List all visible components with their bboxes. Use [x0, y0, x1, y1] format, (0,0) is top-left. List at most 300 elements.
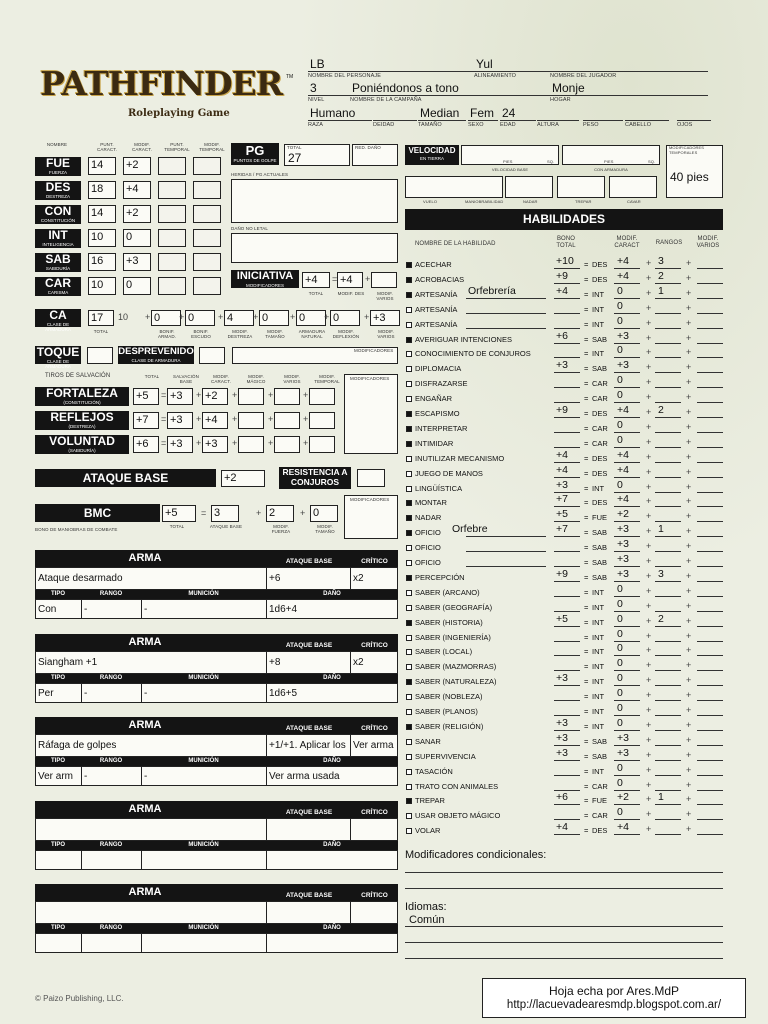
skill-ranks[interactable]: 3: [658, 255, 664, 267]
conditional-line-2[interactable]: [405, 888, 723, 889]
skill-misc-line[interactable]: [697, 357, 723, 358]
ability-temp-mod-0[interactable]: [193, 157, 221, 175]
skill-mod[interactable]: +4: [617, 269, 629, 282]
skill-class-checkbox[interactable]: [406, 605, 412, 611]
weapon-damage[interactable]: [266, 850, 398, 870]
weapon-crit[interactable]: [350, 818, 398, 841]
campaign-value[interactable]: Poniéndonos a tono: [352, 81, 459, 95]
eyes-line: [677, 120, 711, 121]
skill-class-checkbox[interactable]: [406, 828, 412, 834]
skill-mod[interactable]: 0: [617, 657, 623, 670]
weapon-crit[interactable]: [350, 901, 398, 924]
ac-misc[interactable]: +3: [370, 310, 400, 326]
skill-misc-line[interactable]: [697, 492, 723, 493]
ac-natural[interactable]: 0: [296, 310, 326, 326]
skill-total[interactable]: +3: [556, 716, 568, 729]
nonlethal-box[interactable]: [231, 233, 398, 263]
skill-class-checkbox[interactable]: [406, 635, 412, 641]
cmb-bab[interactable]: 3: [211, 505, 239, 522]
skill-misc-line[interactable]: [697, 790, 723, 791]
skill-mod[interactable]: 0: [617, 374, 623, 387]
credit-line-2[interactable]: http://lacuevadearesmdp.blogspot.com.ar/: [506, 999, 722, 1011]
save-ab-0[interactable]: +2: [202, 388, 228, 405]
skill-mod[interactable]: 0: [617, 389, 623, 402]
ability-temp-score-2[interactable]: [158, 205, 186, 223]
save-extra-0-0[interactable]: [238, 388, 264, 405]
skill-mod[interactable]: 0: [617, 299, 623, 312]
ability-score-1[interactable]: 18: [88, 181, 116, 199]
weapon-attack[interactable]: +1/+1. Aplicar los: [266, 734, 351, 757]
skill-class-checkbox[interactable]: [406, 709, 412, 715]
ability-mod-0[interactable]: +2: [123, 157, 151, 175]
skill-mod[interactable]: +3: [617, 746, 629, 759]
wounds-box[interactable]: [231, 179, 398, 223]
skill-total[interactable]: +10: [556, 255, 574, 267]
save-extra-2-0[interactable]: [238, 436, 264, 453]
skill-total[interactable]: +6: [556, 791, 568, 804]
skill-total[interactable]: +3: [556, 672, 568, 685]
weapon-name[interactable]: Siangham +1: [35, 651, 267, 674]
skill-misc-line[interactable]: [697, 685, 723, 686]
skill-mod[interactable]: +4: [617, 404, 629, 416]
skill-mod[interactable]: 0: [617, 344, 623, 357]
weapon-range[interactable]: [81, 933, 142, 953]
sr-value[interactable]: [357, 469, 385, 487]
skill-class-checkbox[interactable]: [406, 381, 412, 387]
skill-mod[interactable]: 0: [617, 687, 623, 700]
weapon-damage[interactable]: [266, 933, 398, 953]
skill-misc-line[interactable]: [697, 521, 723, 522]
skill-misc-line[interactable]: [697, 730, 723, 731]
weapon-ammo[interactable]: [141, 933, 267, 953]
skill-total[interactable]: +6: [556, 329, 568, 342]
ability-temp-mod-5[interactable]: [193, 277, 221, 295]
languages-line-3[interactable]: [405, 958, 723, 959]
skill-total-line: [554, 402, 580, 403]
skill-mod[interactable]: 0: [617, 672, 623, 685]
weapon-type[interactable]: Con: [35, 599, 82, 619]
skill-total[interactable]: +9: [556, 567, 568, 580]
speed-value[interactable]: 40 pies: [670, 170, 709, 184]
skill-class-checkbox[interactable]: [406, 277, 412, 283]
skill-total[interactable]: +4: [556, 821, 568, 834]
skill-total[interactable]: +4: [556, 448, 568, 461]
ac-dex[interactable]: 4: [224, 310, 254, 326]
skill-total[interactable]: +5: [556, 612, 568, 625]
weapon-ammo[interactable]: [141, 850, 267, 870]
race-value[interactable]: Humano: [310, 106, 356, 120]
skill-mod[interactable]: 0: [617, 478, 623, 491]
skill-ability: DES: [592, 498, 608, 508]
ac-block: [35, 308, 81, 332]
skill-class-checkbox[interactable]: [406, 262, 412, 268]
ability-mod-4[interactable]: +3: [123, 253, 151, 271]
save-total-0[interactable]: +5: [133, 388, 159, 405]
plus: +: [646, 466, 652, 477]
skill-eq: =: [584, 513, 589, 523]
skill-class-checkbox[interactable]: [406, 813, 412, 819]
skill-class-checkbox[interactable]: [406, 679, 412, 685]
save-header-4: MODIF. MÁGICO: [246, 374, 266, 384]
languages-line-2[interactable]: [405, 942, 723, 943]
ability-temp-mod-3[interactable]: [193, 229, 221, 247]
weapon-range[interactable]: -: [81, 683, 142, 703]
ability-score-2[interactable]: 14: [88, 205, 116, 223]
skill-misc-line[interactable]: [697, 611, 723, 612]
skill-total[interactable]: +4: [556, 463, 568, 476]
skill-class-checkbox[interactable]: [406, 754, 412, 760]
skill-class-checkbox[interactable]: [406, 664, 412, 670]
skill-class-checkbox[interactable]: [406, 545, 412, 551]
size-value[interactable]: Median: [420, 106, 460, 120]
ability-abbr: SAB: [45, 252, 71, 266]
save-ab-2[interactable]: +3: [202, 436, 228, 453]
skill-mod[interactable]: 0: [617, 776, 623, 789]
save-base-2[interactable]: +3: [167, 436, 193, 453]
weapon-name[interactable]: Ataque desarmado: [35, 567, 267, 590]
skill-ranks[interactable]: 1: [658, 284, 664, 297]
skill-misc-line[interactable]: [697, 417, 723, 418]
skill-name: SABER (PLANOS): [415, 707, 478, 716]
save-base-1[interactable]: +3: [167, 412, 193, 429]
skill-misc-line[interactable]: [697, 715, 723, 716]
skill-mod[interactable]: +3: [617, 359, 629, 372]
skill-class-checkbox[interactable]: [406, 322, 412, 328]
save-extra-2-2[interactable]: [309, 436, 335, 453]
name-label: NOMBRE DEL PERSONAJE: [308, 73, 382, 79]
skill-class-checkbox[interactable]: [406, 366, 412, 372]
skill-mod[interactable]: 0: [617, 627, 623, 640]
save-total-2[interactable]: +6: [133, 436, 159, 453]
skill-class-checkbox[interactable]: [406, 456, 412, 462]
save-total-1[interactable]: +7: [133, 412, 159, 429]
ability-temp-mod-1[interactable]: [193, 181, 221, 199]
weapon-attack[interactable]: +8: [266, 651, 351, 674]
skill-mod[interactable]: +3: [617, 538, 629, 551]
conditional-line-1[interactable]: [405, 872, 723, 873]
ac-armor[interactable]: 0: [151, 310, 181, 326]
skill-misc-line[interactable]: [697, 596, 723, 597]
skill-class-checkbox[interactable]: [406, 724, 412, 730]
skill-misc-line[interactable]: [697, 432, 723, 433]
skill-mod[interactable]: +4: [617, 255, 629, 267]
speed-box2-3[interactable]: [609, 176, 657, 198]
ability-temp-score-4[interactable]: [158, 253, 186, 271]
age-value[interactable]: 24: [502, 106, 516, 120]
skill-class-checkbox[interactable]: [406, 530, 412, 536]
weapon-attack-label: ATAQUE BASE: [285, 808, 333, 816]
skill-misc-line[interactable]: [697, 775, 723, 776]
hp-label-block: [231, 143, 279, 165]
skills-title: HABILIDADES: [405, 209, 723, 230]
cmb-total[interactable]: +5: [162, 505, 196, 522]
skill-misc-line[interactable]: [697, 506, 723, 507]
skill-misc-line[interactable]: [697, 566, 723, 567]
skill-eq: =: [584, 811, 589, 821]
ac-total[interactable]: 17: [88, 310, 114, 326]
ability-temp-score-3[interactable]: [158, 229, 186, 247]
skill-eq: =: [584, 349, 589, 359]
plus: +: [686, 764, 692, 775]
skill-class-checkbox[interactable]: [406, 769, 412, 775]
weapon-crit[interactable]: Ver arma: [350, 734, 398, 757]
skill-ranks[interactable]: 2: [658, 269, 664, 282]
ac-deflect[interactable]: 0: [330, 310, 360, 326]
skill-total[interactable]: +3: [556, 731, 568, 744]
skill-mod[interactable]: +3: [617, 731, 629, 744]
weapon-attack[interactable]: [266, 901, 351, 924]
skill-class-checkbox[interactable]: [406, 590, 412, 596]
skill-mod[interactable]: 0: [617, 284, 623, 297]
skill-class-checkbox[interactable]: [406, 500, 412, 506]
skill-mod[interactable]: 0: [617, 806, 623, 819]
skill-sub[interactable]: Orfebrería: [468, 284, 516, 297]
hp-total[interactable]: 27: [288, 151, 302, 165]
skill-class-checkbox[interactable]: [406, 694, 412, 700]
plus: +: [303, 438, 309, 448]
skill-misc-line[interactable]: [697, 343, 723, 344]
cmb-str[interactable]: 2: [266, 505, 294, 522]
skill-name: SABER (LOCAL): [415, 647, 473, 657]
weapon-crit[interactable]: x2: [350, 567, 398, 590]
ac-size[interactable]: 0: [259, 310, 289, 326]
weapon-damage[interactable]: Ver arma usada: [266, 766, 398, 786]
skill-class-checkbox[interactable]: [406, 426, 412, 432]
cmb-size[interactable]: 0: [310, 505, 338, 522]
skill-misc-line[interactable]: [697, 760, 723, 761]
skill-class-checkbox[interactable]: [406, 620, 412, 626]
skill-mod-line: [614, 641, 640, 642]
save-base-0[interactable]: +3: [167, 388, 193, 405]
skill-mod[interactable]: 0: [617, 314, 623, 327]
weapon-ammo[interactable]: -: [141, 766, 267, 786]
flatfooted-value[interactable]: [199, 347, 225, 364]
skill-mod[interactable]: +4: [617, 463, 629, 476]
plus: +: [686, 421, 692, 432]
save-extra-0-2[interactable]: [309, 388, 335, 405]
skill-sub[interactable]: Orfebre: [452, 523, 488, 536]
skill-misc-line[interactable]: [697, 834, 723, 835]
skill-class-checkbox[interactable]: [406, 486, 412, 492]
weapon-name[interactable]: [35, 901, 267, 924]
weapon-attack[interactable]: [266, 818, 351, 841]
skill-mod-line: [614, 655, 640, 656]
plus: +: [646, 585, 652, 596]
skill-mod[interactable]: 0: [617, 433, 623, 446]
skill-misc-line[interactable]: [697, 581, 723, 582]
weapon-type[interactable]: Per: [35, 683, 82, 703]
skill-misc-line[interactable]: [697, 804, 723, 805]
skill-misc-line[interactable]: [697, 268, 723, 269]
weapon-ammo[interactable]: -: [141, 599, 267, 619]
weapon-attack[interactable]: +6: [266, 567, 351, 590]
initiative-total[interactable]: +4: [302, 272, 330, 288]
skill-class-checkbox[interactable]: [406, 351, 412, 357]
ability-temp-score-0[interactable]: [158, 157, 186, 175]
skill-total[interactable]: +4: [556, 284, 568, 297]
skill-mod[interactable]: +2: [617, 791, 629, 804]
level-value[interactable]: 3: [310, 81, 317, 95]
weapon-range[interactable]: -: [81, 599, 142, 619]
speed-box2-0[interactable]: [405, 176, 503, 198]
skill-mod[interactable]: +4: [617, 821, 629, 834]
plus: +: [686, 600, 692, 611]
ability-temp-score-5[interactable]: [158, 277, 186, 295]
skill-class-checkbox[interactable]: [406, 292, 412, 298]
weapon-ammo[interactable]: -: [141, 683, 267, 703]
skill-misc-line[interactable]: [697, 313, 723, 314]
skill-misc-line[interactable]: [697, 298, 723, 299]
skill-total[interactable]: +9: [556, 404, 568, 416]
plus: +: [686, 675, 692, 686]
save-extra-0-1[interactable]: [274, 388, 300, 405]
skill-mod[interactable]: +4: [617, 448, 629, 461]
skill-class-checkbox[interactable]: [406, 515, 412, 521]
skill-class-checkbox[interactable]: [406, 649, 412, 655]
skill-mod[interactable]: +3: [617, 567, 629, 580]
save-extra-1-1[interactable]: [274, 412, 300, 429]
skill-class-checkbox[interactable]: [406, 784, 412, 790]
ability-temp-score-1[interactable]: [158, 181, 186, 199]
bab-value[interactable]: +2: [221, 470, 265, 487]
speed-box2-2[interactable]: [557, 176, 605, 198]
skill-misc-line[interactable]: [697, 462, 723, 463]
ability-score-5[interactable]: 10: [88, 277, 116, 295]
skill-mod[interactable]: +4: [617, 493, 629, 506]
skill-class-checkbox[interactable]: [406, 798, 412, 804]
initiative-label-0: TOTAL: [308, 291, 324, 296]
weapon-name[interactable]: Ráfaga de golpes: [35, 734, 267, 757]
sex-value[interactable]: Fem: [470, 106, 494, 120]
skill-misc-line[interactable]: [697, 655, 723, 656]
ability-temp-mod-2[interactable]: [193, 205, 221, 223]
skill-total[interactable]: +5: [556, 508, 568, 521]
skill-total[interactable]: +7: [556, 523, 568, 536]
skill-mod[interactable]: 0: [617, 418, 623, 431]
skill-mod[interactable]: 0: [617, 716, 623, 729]
skill-misc-line[interactable]: [697, 447, 723, 448]
skill-ranks[interactable]: 3: [658, 567, 664, 580]
weapon-damage[interactable]: 1d6+4: [266, 599, 398, 619]
save-modifiers-box[interactable]: [344, 374, 398, 454]
skill-misc-line[interactable]: [697, 700, 723, 701]
skill-misc-line[interactable]: [697, 477, 723, 478]
skill-total-line: [554, 760, 580, 761]
speed-box2-1[interactable]: [505, 176, 553, 198]
skill-class-checkbox[interactable]: [406, 575, 412, 581]
skill-total[interactable]: +7: [556, 493, 568, 506]
skill-class-checkbox[interactable]: [406, 471, 412, 477]
ability-score-3[interactable]: 10: [88, 229, 116, 247]
skill-ranks[interactable]: 2: [658, 612, 664, 625]
skill-misc-line[interactable]: [697, 641, 723, 642]
skill-mod[interactable]: 0: [617, 761, 623, 774]
skill-class-checkbox[interactable]: [406, 739, 412, 745]
weapon-damage[interactable]: 1d6+5: [266, 683, 398, 703]
skill-ranks[interactable]: 1: [658, 523, 664, 536]
name-value[interactable]: LB: [310, 57, 325, 71]
ability-mod-1[interactable]: +4: [123, 181, 151, 199]
skill-mod[interactable]: +3: [617, 329, 629, 342]
skill-class-checkbox[interactable]: [406, 441, 412, 447]
ability-temp-mod-4[interactable]: [193, 253, 221, 271]
touch-value[interactable]: [87, 347, 113, 364]
ac-shield[interactable]: 0: [185, 310, 215, 326]
skill-class-checkbox[interactable]: [406, 307, 412, 313]
skill-class-checkbox[interactable]: [406, 560, 412, 566]
skill-mod[interactable]: +3: [617, 523, 629, 536]
weapon-type[interactable]: [35, 933, 82, 953]
skill-misc-line[interactable]: [697, 626, 723, 627]
skill-mod[interactable]: +3: [617, 553, 629, 565]
skill-eq: =: [584, 289, 589, 299]
weapon-type[interactable]: Ver arm: [35, 766, 82, 786]
skill-class-checkbox[interactable]: [406, 411, 412, 417]
skill-class-checkbox[interactable]: [406, 396, 412, 402]
weapon-crit[interactable]: x2: [350, 651, 398, 674]
skill-misc-line[interactable]: [697, 283, 723, 284]
ability-mod-2[interactable]: +2: [123, 205, 151, 223]
skill-misc-line[interactable]: [697, 387, 723, 388]
skill-ranks[interactable]: 2: [658, 404, 664, 416]
nonlethal-label: DAÑO NO LETAL: [231, 226, 268, 231]
skill-misc-line[interactable]: [697, 402, 723, 403]
save-extra-1-2[interactable]: [309, 412, 335, 429]
weapon-range[interactable]: [81, 850, 142, 870]
skill-misc-line[interactable]: [697, 328, 723, 329]
skill-class-checkbox[interactable]: [406, 337, 412, 343]
initiative-dex[interactable]: +4: [337, 272, 363, 288]
save-extra-2-1[interactable]: [274, 436, 300, 453]
skill-total[interactable]: +9: [556, 269, 568, 282]
skill-misc-line[interactable]: [697, 670, 723, 671]
plus: +: [303, 390, 309, 400]
skill-misc-line[interactable]: [697, 551, 723, 552]
skill-misc-line[interactable]: [697, 745, 723, 746]
skill-ranks[interactable]: 1: [658, 791, 664, 804]
languages-line-1[interactable]: [405, 926, 723, 927]
initiative-misc[interactable]: [371, 272, 397, 288]
skill-mod[interactable]: +2: [617, 508, 629, 521]
skill-mod[interactable]: 0: [617, 702, 623, 714]
weapon-name[interactable]: [35, 818, 267, 841]
weapon-type[interactable]: [35, 850, 82, 870]
skill-ability: INT: [592, 587, 605, 597]
ability-score-0[interactable]: 14: [88, 157, 116, 175]
skill-misc-line[interactable]: [697, 819, 723, 820]
plus: +: [686, 719, 692, 730]
alignment-value[interactable]: Yul: [476, 57, 493, 71]
save-ab-1[interactable]: +4: [202, 412, 228, 429]
skill-mod[interactable]: 0: [617, 642, 623, 655]
skill-mod[interactable]: 0: [617, 612, 623, 625]
save-name: REFLEJOS: [50, 410, 114, 424]
skill-total[interactable]: +3: [556, 359, 568, 372]
ability-score-4[interactable]: 16: [88, 253, 116, 271]
skill-misc-line[interactable]: [697, 536, 723, 537]
skill-total[interactable]: +3: [556, 478, 568, 491]
skill-misc-line[interactable]: [697, 372, 723, 373]
home-value[interactable]: Monje: [552, 81, 585, 95]
ability-mod-5[interactable]: 0: [123, 277, 151, 295]
ability-mod-3[interactable]: 0: [123, 229, 151, 247]
weapon-range[interactable]: -: [81, 766, 142, 786]
skill-mod[interactable]: 0: [617, 597, 623, 610]
save-extra-1-0[interactable]: [238, 412, 264, 429]
skill-total[interactable]: +3: [556, 746, 568, 759]
skill-mod[interactable]: 0: [617, 582, 623, 595]
save-header-6: MODIF. TEMPORAL: [314, 374, 340, 384]
